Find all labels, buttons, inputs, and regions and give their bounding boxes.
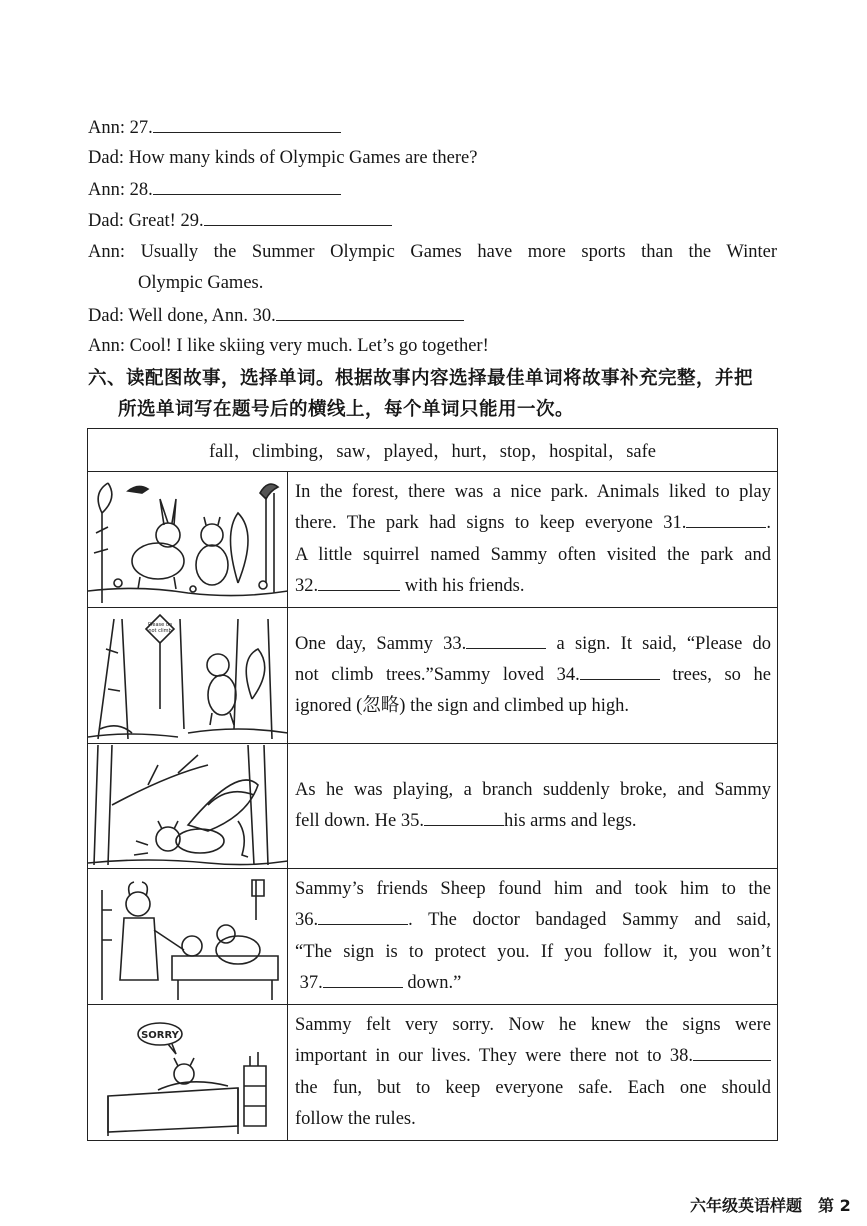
bubble-text: SORRY <box>141 1029 179 1041</box>
story-line-34 <box>295 660 771 691</box>
answer-blank-33[interactable] <box>466 630 546 649</box>
dialogue-text: Usually the Summer Olympic Games have more sports than the Winter <box>140 242 777 262</box>
answer-blank-27[interactable] <box>153 114 341 133</box>
story-line-35 <box>295 806 771 837</box>
dialogue-line-28 <box>88 176 341 203</box>
story-text: 37. <box>299 972 323 993</box>
answer-blank-35[interactable] <box>424 807 504 826</box>
story-line-37 <box>295 968 771 999</box>
story-text: a sign. It said, “Please do <box>556 633 772 654</box>
section-heading: 六、读配图故事，选择单词。根据故事内容选择最佳单词将故事补充完整，并把 <box>88 368 754 389</box>
squirrel-sign-tree-illustration <box>88 609 288 743</box>
story-text: down.” <box>407 972 462 993</box>
story-table <box>87 428 778 1141</box>
story-line: “The sign is to protect you. If you follow it, you won’t <box>295 941 772 962</box>
falling-squirrel-branch-illustration <box>88 745 288 868</box>
story-text: . The doctor bandaged Sammy and said, <box>408 910 772 931</box>
section-heading-cont: 所选单词写在题号后的横线上，每个单词只能用一次。 <box>118 399 575 420</box>
story-text-1 <box>288 472 778 608</box>
story-picture-3 <box>88 744 288 869</box>
speaker: Ann: <box>88 118 125 138</box>
dialogue-text: 28. <box>129 180 153 200</box>
story-text: with his friends. <box>404 575 525 596</box>
sorry-squirrel-bed-illustration <box>88 1006 288 1140</box>
story-line: As he was playing, a branch suddenly broke, and Sammy <box>295 779 772 800</box>
story-text: his arms and legs. <box>503 811 637 831</box>
dialogue-continuation: Olympic Games. <box>138 273 264 293</box>
story-text-3 <box>288 744 778 869</box>
hospital-doctor-sheep-illustration <box>88 870 288 1004</box>
story-text: not climb trees.”Sammy loved 34. <box>295 664 580 685</box>
answer-blank-29[interactable] <box>204 207 392 226</box>
speaker: Dad: <box>88 148 124 168</box>
story-text: One day, Sammy 33. <box>295 633 467 654</box>
story-line: the fun, but to keep everyone safe. Each one should <box>295 1077 772 1098</box>
rabbit-squirrel-park-illustration <box>88 473 288 607</box>
answer-blank-32[interactable] <box>318 572 400 591</box>
answer-blank-31[interactable] <box>686 509 766 528</box>
story-line-36 <box>295 905 771 936</box>
story-line-38 <box>295 1041 771 1072</box>
story-picture-2 <box>88 608 288 744</box>
dialogue-text: Cool! I like skiing very much. Let’s go together! <box>129 336 489 356</box>
svg-text:not climb: not climb <box>148 627 172 634</box>
page-footer: 六年级英语样题 第 2 <box>690 1196 851 1215</box>
dialogue-line <box>88 333 489 359</box>
dialogue-text: How many kinds of Olympic Games are there? <box>128 148 478 168</box>
dialogue-line-29 <box>88 207 392 234</box>
dialogue-line-27 <box>88 114 341 141</box>
speaker: Ann: <box>88 180 125 200</box>
svg-text:Please do: Please do <box>147 621 173 628</box>
story-text: 36. <box>295 910 319 931</box>
speaker: Dad: <box>88 211 124 231</box>
story-text: fell down. He 35. <box>295 811 424 831</box>
story-line-33 <box>295 629 771 660</box>
story-text: important in our lives. They were there not to 38. <box>295 1046 694 1067</box>
story-line: In the forest, there was a nice park. Animals liked to play <box>295 481 772 502</box>
dialogue-text: Great! 29. <box>128 211 204 231</box>
story-text-5 <box>288 1005 778 1141</box>
dialogue-line <box>88 239 777 265</box>
story-line: follow the rules. <box>295 1108 416 1129</box>
story-text: trees, so he <box>672 664 772 685</box>
dialogue-line-30 <box>88 302 464 329</box>
answer-blank-37[interactable] <box>323 969 403 988</box>
story-text: 32. <box>295 575 319 596</box>
story-text-2 <box>288 608 778 744</box>
dialogue-text: Well done, Ann. 30. <box>128 306 276 326</box>
answer-blank-34[interactable] <box>580 661 660 680</box>
story-picture-4 <box>88 869 288 1005</box>
dialogue-text: 27. <box>129 118 153 138</box>
story-line-31: there. The park had signs to keep everyone 31. . <box>295 508 771 539</box>
speaker: Dad: <box>88 306 124 326</box>
story-line-32 <box>295 571 771 602</box>
dialogue-line <box>88 145 477 171</box>
story-picture-1 <box>88 472 288 608</box>
story-line: Sammy felt very sorry. Now he knew the signs were <box>295 1014 772 1035</box>
story-text: there. The park had signs to keep everyone 31. <box>295 513 687 534</box>
answer-blank-38[interactable] <box>693 1042 771 1061</box>
story-line: ignored (忽略) the sign and climbed up high. <box>295 696 629 717</box>
answer-blank-28[interactable] <box>153 176 341 195</box>
story-line: Sammy’s friends Sheep found him and took him to the <box>295 878 772 899</box>
word-bank: fall，climbing，saw，played，hurt，stop，hospital，safe <box>88 429 778 472</box>
story-picture-5 <box>88 1005 288 1141</box>
speaker: Ann: <box>88 242 125 262</box>
story-text-4 <box>288 869 778 1005</box>
speaker: Ann: <box>88 336 125 356</box>
answer-blank-36[interactable] <box>318 906 408 925</box>
story-line: A little squirrel named Sammy often visited the park and <box>295 544 772 565</box>
answer-blank-30[interactable] <box>276 302 464 321</box>
